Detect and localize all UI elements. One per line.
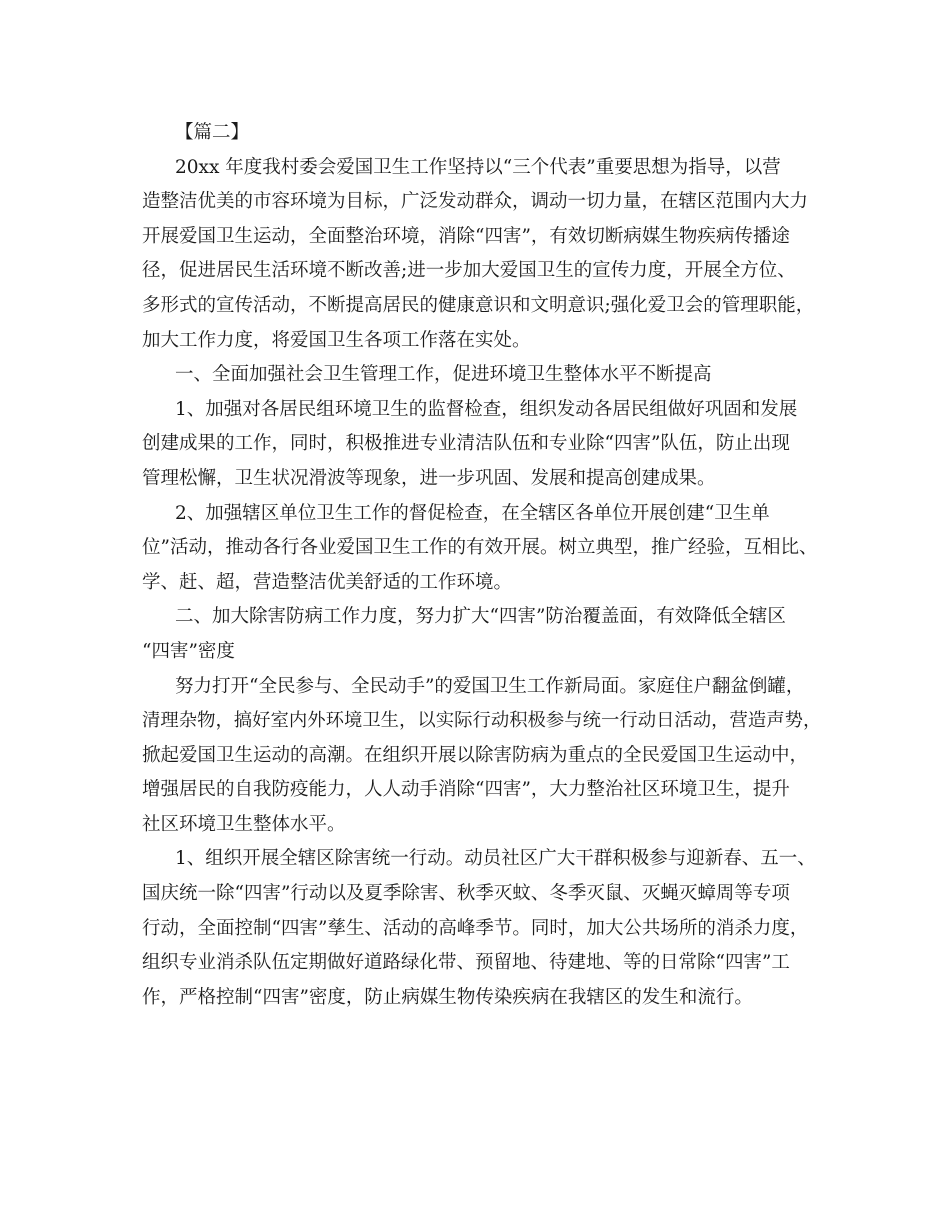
paragraph-line: 加大工作力度，将爱国卫生各项工作落在实处。 xyxy=(142,329,531,351)
paragraph-line: 多形式的宣传活动，不断提高居民的健康意识和文明意识;强化爱卫会的管理职能， xyxy=(142,294,815,316)
paragraph-line: 学、赶、超，营造整洁优美舒适的工作环境。 xyxy=(142,571,513,593)
paragraph-line: 管理松懈，卫生状况滑波等现象，进一步巩固、发展和提高创建成果。 xyxy=(142,467,716,489)
paragraph-line: “四害”密度 xyxy=(142,640,235,662)
paragraph-line: 径，促进居民生活环境不断改善;进一步加大爱国卫生的宣传力度，开展全方位、 xyxy=(142,260,796,282)
paragraph-first-line: 努力打开“全民参与、全民动手”的爱国卫生工作新局面。家庭住户翻盆倒罐， xyxy=(175,675,805,697)
paragraph-first-line: 20xx 年度我村委会爱国卫生工作坚持以“三个代表”重要思想为指导，以营 xyxy=(175,156,781,178)
paragraph-line: 行动，全面控制“四害”孳生、活动的高峰季节。同时，加大公共场所的消杀力度， xyxy=(142,917,809,939)
paragraph-line: 组织专业消杀队伍定期做好道路绿化带、预留地、待建地、等的日常除“四害”工 xyxy=(142,952,790,974)
paragraph-first-line: 1、组织开展全辖区除害统一行动。动员社区广大干群积极参与迎新春、五一、 xyxy=(175,848,816,870)
paragraph-line: 创建成果的工作，同时，积极推进专业清洁队伍和专业除“四害”队伍，防止出现 xyxy=(142,433,790,455)
paragraph-line: 社区环境卫生整体水平。 xyxy=(142,813,346,835)
paragraph-line: 国庆统一除“四害”行动以及夏季除害、秋季灭蚊、冬季灭鼠、灭蝇灭蟑周等专项 xyxy=(142,883,790,905)
paragraph-line: 开展爱国卫生运动，全面整治环境，消除“四害”，有效切断病媒生物疾病传播途 xyxy=(142,225,790,247)
paragraph-line: 增强居民的自我防疫能力，人人动手消除“四害”，大力整治社区环境卫生，提升 xyxy=(142,779,790,801)
paragraph-line: 造整洁优美的市容环境为目标，广泛发动群众，调动一切力量，在辖区范围内大力 xyxy=(142,191,809,213)
paragraph-first-line: 【篇二】 xyxy=(175,122,250,143)
paragraph-line: 清理杂物，搞好室内外环境卫生，以实际行动积极参与统一行动日活动，营造声势， xyxy=(142,710,822,732)
paragraph-line: 作，严格控制“四害”密度，防止病媒生物传染疾病在我辖区的发生和流行。 xyxy=(142,986,753,1008)
paragraph-line: 掀起爱国卫生运动的高潮。在组织开展以除害防病为重点的全民爱国卫生运动中， xyxy=(142,744,809,766)
document-body xyxy=(142,116,822,1015)
paragraph-first-line: 1、加强对各居民组环境卫生的监督检查，组织发动各居民组做好巩固和发展 xyxy=(175,398,798,420)
paragraph-first-line: 一、全面加强社会卫生管理工作，促进环境卫生整体水平不断提高 xyxy=(175,364,712,386)
paragraph-first-line: 2、加强辖区单位卫生工作的督促检查，在全辖区各单位开展创建“卫生单 xyxy=(175,502,770,524)
paragraph-first-line: 二、加大除害防病工作力度，努力扩大“四害”防治覆盖面，有效降低全辖区 xyxy=(175,606,786,628)
paragraph-line: 位”活动，推动各行各业爱国卫生工作的有效开展。树立典型，推广经验，互相比、 xyxy=(142,537,818,559)
